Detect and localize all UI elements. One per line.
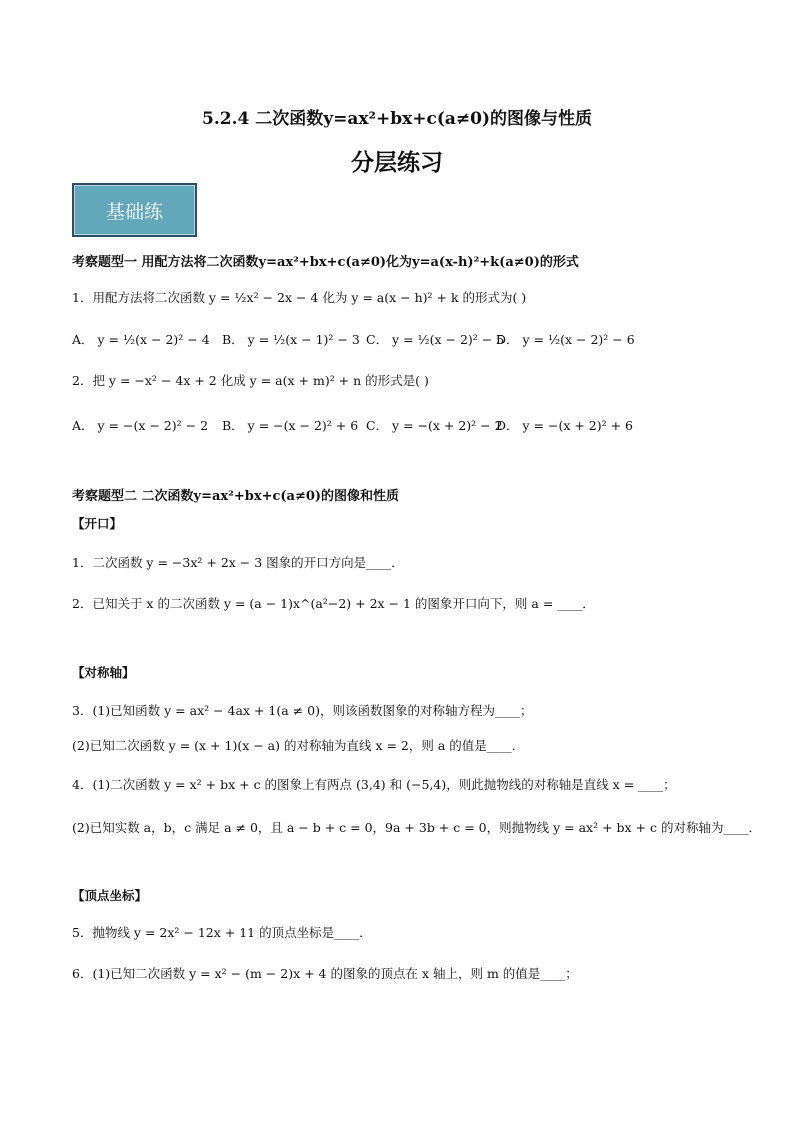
question-1-option-a: A． y = ½(x − 2)² − 4 <box>72 332 210 347</box>
question-vertex-5: 5．抛物线 y = 2x² − 12x + 11 的顶点坐标是____． <box>72 925 372 940</box>
subheading-vertex: 【顶点坐标】 <box>72 888 148 903</box>
section-heading-1: 考察题型一 用配方法将二次函数y=ax²+bx+c(a≠0)化为y=a(x-h)²+k(a≠0)的形式 <box>72 255 579 270</box>
page-subtitle: 分层练习 <box>351 150 443 176</box>
question-2-option-b: B． y = −(x − 2)² + 6 <box>222 418 359 433</box>
question-open-1: 1．二次函数 y = −3x² + 2x − 3 图象的开口方向是____． <box>72 555 404 570</box>
question-2-option-d: D． y = −(x + 2)² + 6 <box>496 418 634 433</box>
question-1-option-c: C． y = ½(x − 2)² − 5 <box>366 332 505 347</box>
question-vertex-6: 6．(1)已知二次函数 y = x² − (m − 2)x + 4 的图象的顶点在 x 轴上，则 m 的值是____； <box>72 966 578 981</box>
question-axis-3b: (2)已知二次函数 y = (x + 1)(x − a) 的对称轴为直线 x = 2，则 a 的值是____． <box>72 738 525 753</box>
level-badge <box>72 183 197 237</box>
question-axis-3a: 3．(1)已知函数 y = ax² − 4ax + 1(a ≠ 0)，则该函数图象的对称轴方程为____； <box>72 703 533 718</box>
question-1-option-d: D． y = ½(x − 2)² − 6 <box>496 332 635 347</box>
level-badge-label: 基础练 <box>105 200 163 223</box>
subheading-opening: 【开口】 <box>72 516 123 531</box>
page-title: 5.2.4 二次函数y=ax²+bx+c(a≠0)的图像与性质 <box>202 109 592 129</box>
question-1-stem: 1．用配方法将二次函数 y = ½x² − 2x − 4 化为 y = a(x − h)² + k 的形式为( ) <box>72 290 527 305</box>
section-heading-2: 考察题型二 二次函数y=ax²+bx+c(a≠0)的图像和性质 <box>72 489 400 504</box>
subheading-axis: 【对称轴】 <box>72 665 135 680</box>
question-1-option-b: B． y = ½(x − 1)² − 3 <box>222 332 360 347</box>
question-open-2: 2．已知关于 x 的二次函数 y = (a − 1)x^(a²−2) + 2x − 1 的图象开口向下，则 a = ____． <box>72 596 595 611</box>
question-2-option-c: C． y = −(x + 2)² − 2 <box>366 418 503 433</box>
question-2-stem: 2．把 y = −x² − 4x + 2 化成 y = a(x + m)² + n 的形式是( ) <box>72 373 429 388</box>
question-2-option-a: A． y = −(x − 2)² − 2 <box>72 418 209 433</box>
question-axis-4b: (2)已知实数 a，b，c 满足 a ≠ 0，且 a − b + c = 0，9a + 3b + c = 0，则抛物线 y = ax² + bx + c 的对称轴为____． <box>72 820 761 835</box>
question-axis-4a: 4．(1)二次函数 y = x² + bx + c 的图象上有两点 (3,4) 和 (−5,4)，则此抛物线的对称轴是直线 x = ____； <box>72 777 676 792</box>
